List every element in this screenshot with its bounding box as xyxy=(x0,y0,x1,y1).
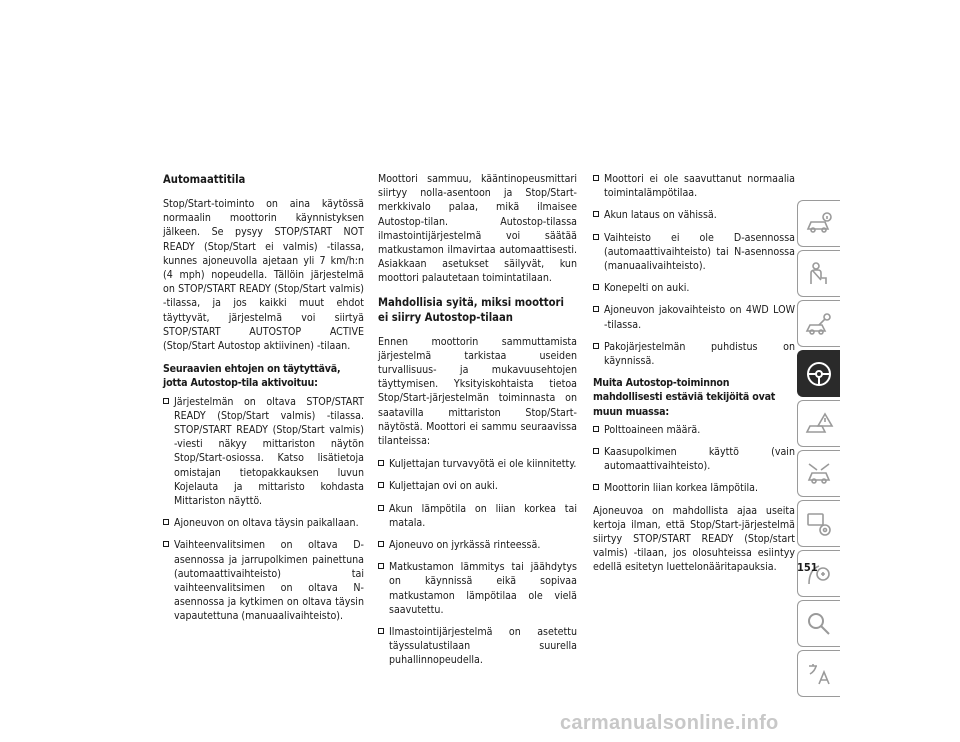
list-item: Ajoneuvon jakovaihteisto on 4WD LOW -tilassa. xyxy=(593,303,795,331)
car-service-tools-icon xyxy=(803,458,835,490)
list-item: Kuljettajan ovi on auki. xyxy=(378,479,577,493)
search-icon xyxy=(803,608,835,640)
autostop-paragraph: Moottori sammuu, kääntinopeusmittari siirtyy nolla-asentoon ja Stop/Start-merkkivalo palaa, mikä ilmaisee Autostop-tilan. Autostop-tilassa ilmastointijärjestelmä voi säätää matkustamon ilmavirtaa automaattisesti. Asiakkaan asetukset säilyvät, kun moottori palautetaan toimintatilaan. xyxy=(378,173,577,285)
chapter-tab-index[interactable] xyxy=(797,600,840,647)
closing-paragraph: Ajoneuvoa on mahdollista ajaa useita kertoja ilman, että Stop/Start-järjestelmä siirtyy STOP/START READY (Stop/start valmis) -tilaan, jos olosuhteissa esiintyy edellä esitetyn luettelonääritapauksia. xyxy=(593,504,795,574)
chapter-tabs xyxy=(797,200,842,700)
list-item: Kaasupolkimen käyttö (vain automaattivaihteisto). xyxy=(593,445,795,473)
page-number: 151 xyxy=(797,561,818,574)
checks-paragraph: Ennen moottorin sammuttamista järjestelmä tarkistaa useiden turvallisuus- ja mukavuusehtojen täyttymisen. Yksityiskohtaista tietoa Stop/Start-järjestelmän toiminnasta on saatavilla mittariston Stop/Start-näytöstä. Moottori ei sammu seuraavissa tilanteissa: xyxy=(378,335,577,448)
list-item: Matkustamon lämmitys tai jäähdytys on käynnissä eikä sopivaa matkustamon lämpötilaa ole vielä saavutettu. xyxy=(378,560,577,617)
chapter-tab-getting-started[interactable] xyxy=(797,300,840,347)
other-factors-subheading: Muita Autostop-toiminnon mahdollisesti estäviä tekijöitä ovat muun muassa: xyxy=(593,377,776,418)
list-item: Kuljettajan turvavyötä ei ole kiinnitetty. xyxy=(378,457,577,471)
list-item: Moottori ei ole saavuttanut normaalia toimintalämpötilaa. xyxy=(593,172,795,200)
list-item: Ajoneuvo on jyrkässä rinteessä. xyxy=(378,538,577,552)
section-heading-automatic-mode: Automaattitila xyxy=(163,173,246,186)
other-factors-list xyxy=(593,423,795,496)
chapter-tab-emergency[interactable] xyxy=(797,400,840,447)
conditions-list xyxy=(163,395,364,624)
list-item: Ajoneuvon on oltava täysin paikallaan. xyxy=(163,516,364,530)
list-item: Moottorin liian korkea lämpötila. xyxy=(593,481,795,495)
column-3 xyxy=(593,172,795,584)
list-item: Konepelti on auki. xyxy=(593,281,795,295)
watermark: carmanualsonline.info xyxy=(560,712,779,734)
chapter-tab-languages[interactable] xyxy=(797,650,840,697)
chapter-tab-vehicle-info[interactable] xyxy=(797,200,840,247)
conditions-subheading: Seuraavien ehtojen on täytyttävä, jotta Autostop-tila aktivoituu: xyxy=(163,363,341,390)
language-icon xyxy=(803,658,835,690)
list-item: Vaihteisto ei ole D-asennossa (automaattivaihteisto) tai N-asennossa (manuaalivaihteisto). xyxy=(593,231,795,274)
list-item: Akun lataus on vähissä. xyxy=(593,208,795,222)
list-item: Järjestelmän on oltava STOP/START READY (Stop/Start valmis) -tilassa. STOP/START READY (Stop/Start valmis) -viesti näkyy mittariston näytön Stop/Start-osiossa. Katso lisätietoja omistajan tietopakkauksen luvun Kojelauta ja mittaristo kohdasta Mittariston näyttö. xyxy=(163,395,364,509)
column-2 xyxy=(378,172,577,676)
list-item: Ilmastointijärjestelmä on asetettu täyssulatustilaan suurella puhallinnopeudella. xyxy=(378,625,577,668)
list-item: Polttoaineen määrä. xyxy=(593,423,795,437)
seat-belt-safety-icon xyxy=(803,258,835,290)
car-warning-icon xyxy=(803,408,835,440)
intro-paragraph: Stop/Start-toiminto on aina käytössä normaalin moottorin käynnistyksen jälkeen. Se pysyy STOP/START NOT READY (Stop/Start ei valmis) -tilassa, kunnes ajoneuvolla ajetaan yli 7 km/h:n (4 mph) nopeudella. Tällöin järjestelmä on STOP/START READY (Stop/Start valmis) -tilassa, ja jos kaikki muut ehdot täyttyvät, järjestelmä voi siirtyä STOP/START AUTOSTOP ACTIVE (Stop/Start Autostop aktiivinen) -tilaan. xyxy=(163,198,364,353)
reasons-list xyxy=(378,457,577,667)
section-heading-reasons: Mahdollisia syitä, miksi moottori ei siirry Autostop-tilaan xyxy=(378,295,564,324)
list-item: Akun lämpötila on liian korkea tai matala. xyxy=(378,502,577,530)
chapter-tab-safety[interactable] xyxy=(797,250,840,297)
steering-wheel-icon xyxy=(803,358,835,390)
chapter-tab-service[interactable] xyxy=(797,450,840,497)
car-key-icon xyxy=(803,308,835,340)
list-item: Pakojärjestelmän puhdistus on käynnissä. xyxy=(593,340,795,368)
reasons-list-continued xyxy=(593,172,795,368)
chapter-tab-driving[interactable] xyxy=(797,350,840,397)
column-1 xyxy=(163,172,364,632)
chapter-tab-multimedia[interactable] xyxy=(797,500,840,547)
car-info-icon xyxy=(803,208,835,240)
list-item: Vaihteenvalitsimen on oltava D-asennossa ja jarrupolkimen painettuna (automaattivaihteisto) tai vaihteenvalitsimen on oltava N-asennossa ja kytkimen on oltava täysin vapautettuna (manuaalivaihteisto). xyxy=(163,538,364,623)
multimedia-icon xyxy=(803,508,835,540)
